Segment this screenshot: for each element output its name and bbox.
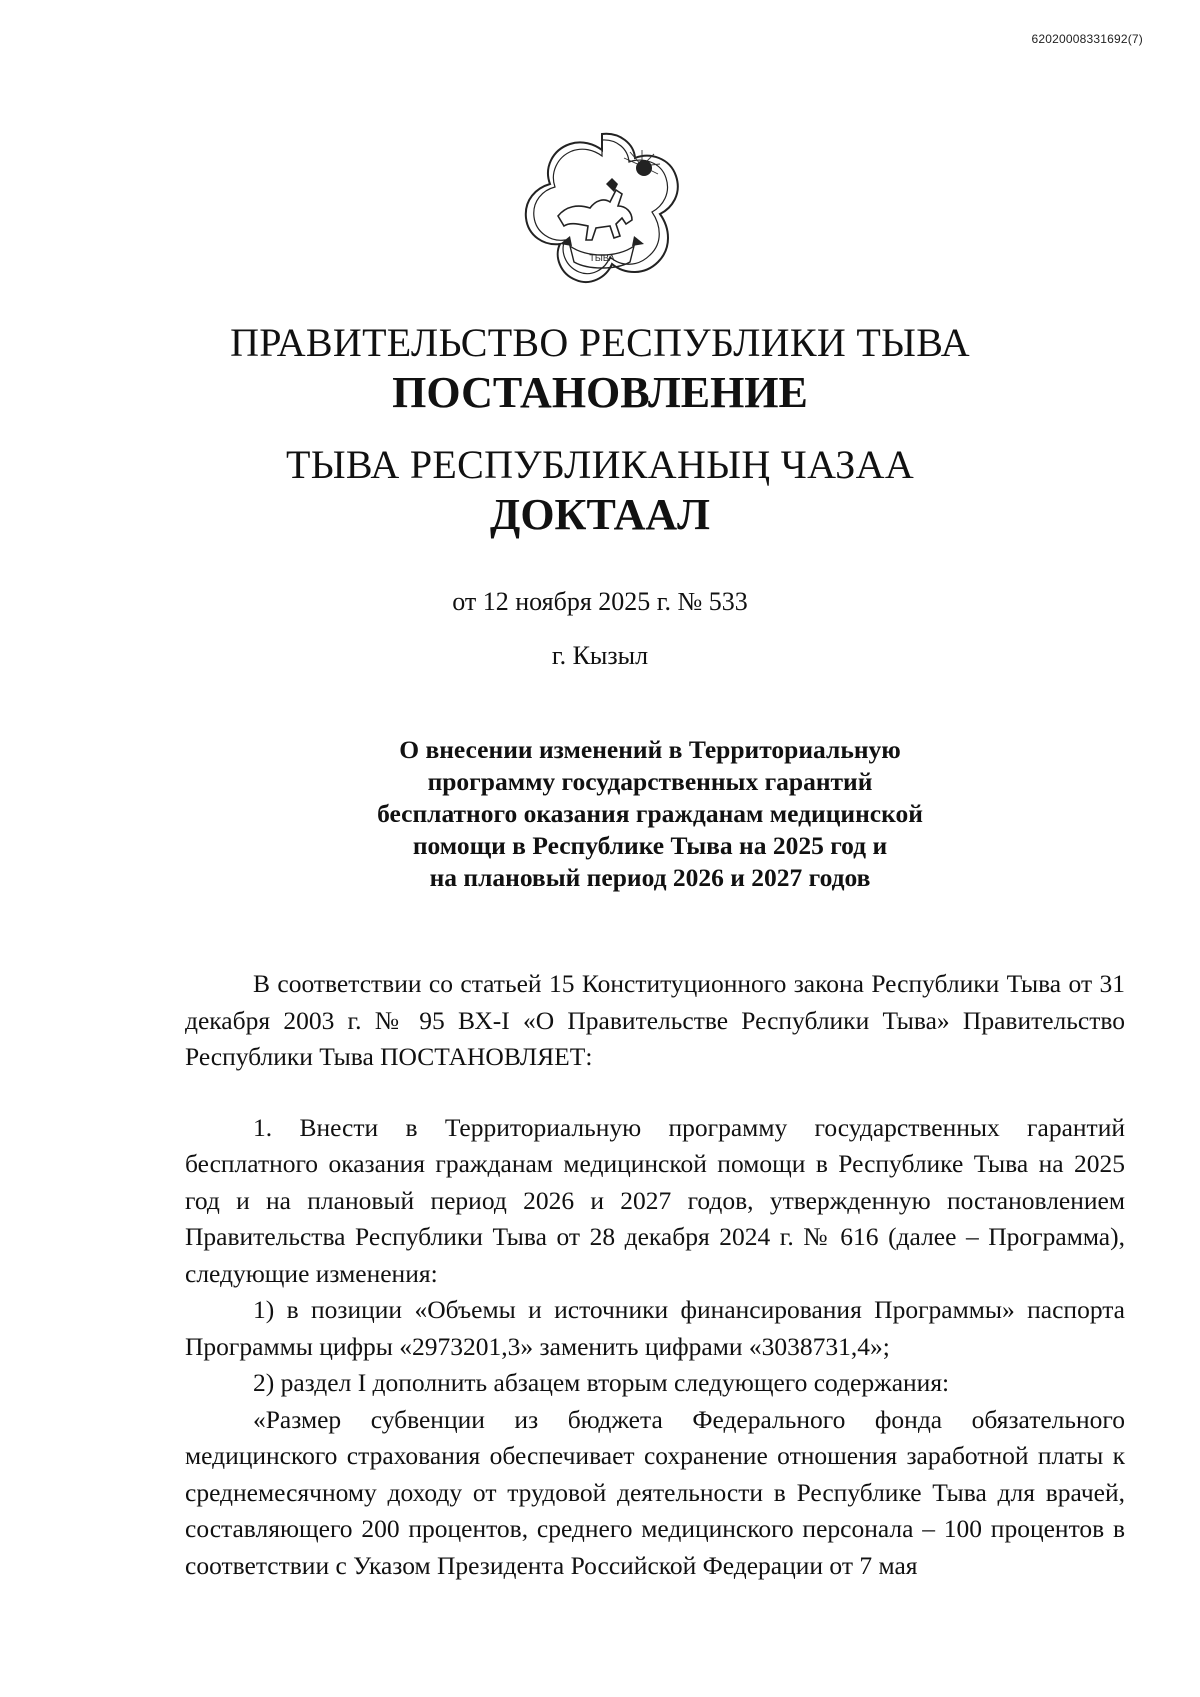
subject-line: О внесении изменений в Территориальную	[399, 735, 901, 764]
body-paragraph: 1) в позиции «Объемы и источники финансирования Программы» паспорта Программы цифры «2973201,3» заменить цифрами «3038731,4»;	[185, 1295, 1125, 1361]
document-date-number: от 12 ноября 2025 г. № 533	[452, 587, 748, 616]
subject-line: программу государственных гарантий	[427, 767, 873, 796]
government-name: ПРАВИТЕЛЬСТВО РЕСПУБЛИКИ ТЫВА	[230, 320, 970, 365]
subject-line: на плановый период 2026 и 2027 годов	[429, 863, 871, 892]
body-paragraph: 2) раздел I дополнить абзацем вторым следующего содержания:	[253, 1368, 950, 1397]
document-type-tuvan: ДОКТААЛ	[490, 490, 710, 539]
body-paragraph: 1. Внести в Территориальную программу государственных гарантий бесплатного оказания гражданам медицинской помощи в Республике Тыва на 2025 год и на плановый период 2026 и 2027 годов, утвержденную постановлением Правительства Республики Тыва от 28 декабря 2024 г. № 616 (далее – Программа), следующие изменения:	[185, 1112, 1125, 1288]
document-city: г. Кызыл	[551, 641, 649, 670]
document-body	[185, 966, 1125, 1584]
document-subject	[320, 734, 980, 894]
body-paragraph: В соответствии со статьей 15 Конституционного закона Республики Тыва от 31 декабря 2003 г. № 95 ВХ-I «О Правительстве Республики Тыва» Правительство Республики Тыва ПОСТАНОВЛЯЕТ:	[185, 969, 1125, 1071]
subject-line: помощи в Республике Тыва на 2025 год и	[412, 831, 888, 860]
body-paragraph: «Размер субвенции из бюджета Федерального фонда обязательного медицинского страхования обеспечивает сохранение отношения заработной платы к среднемесячному доходу от трудовой деятельности в Республике Тыва для врачей, составляющего 200 процентов, среднего медицинского персонала – 100 процентов в соответствии с Указом Президента Российской Федерации от 7 мая	[185, 1404, 1125, 1580]
document-id: 62020008331692(7)	[1031, 32, 1143, 46]
government-name-tuvan: ТЫВА РЕСПУБЛИКАНЫҢ ЧАЗАА	[285, 442, 915, 487]
emblem-label: ТЫВА	[589, 253, 615, 263]
subject-line: бесплатного оказания гражданам медицинской	[377, 799, 923, 828]
tuva-coat-of-arms-icon	[520, 128, 685, 293]
document-type: ПОСТАНОВЛЕНИЕ	[392, 368, 808, 417]
